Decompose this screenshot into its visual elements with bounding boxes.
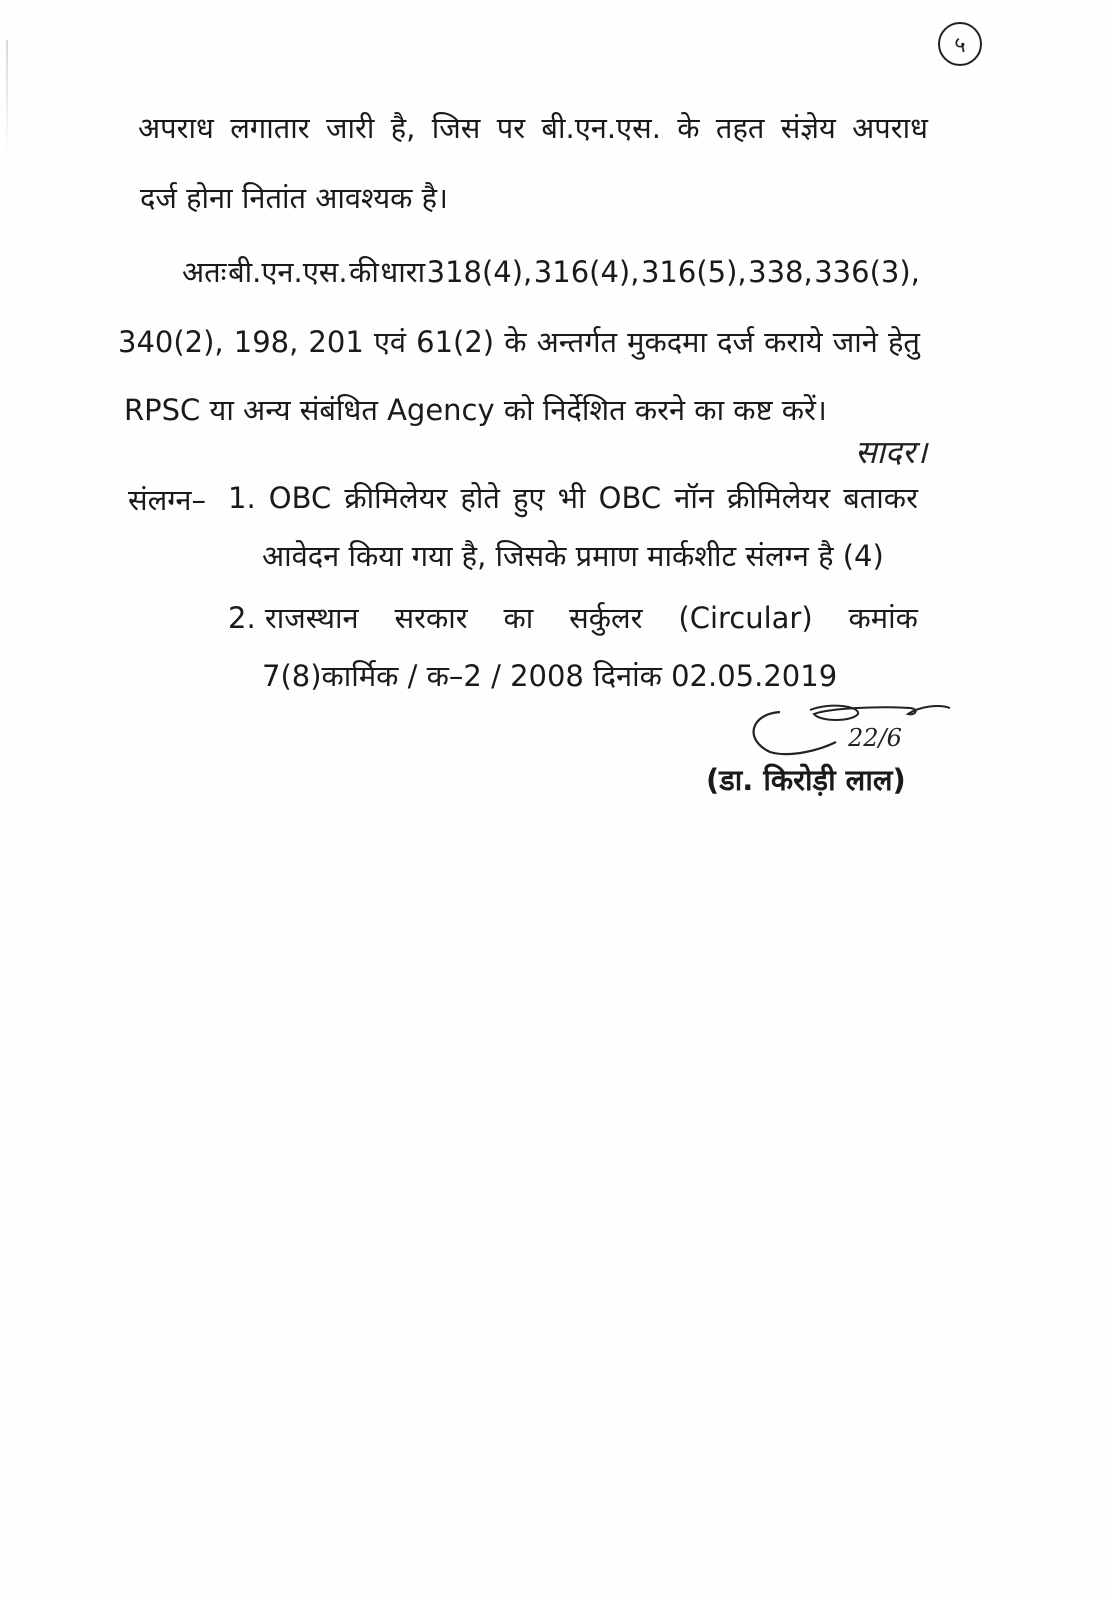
page-number-text: ५: [954, 33, 966, 58]
word: कराये: [764, 325, 823, 359]
word: हेतु: [887, 325, 920, 359]
word: 61(2): [416, 325, 495, 359]
word: (Circular): [678, 601, 813, 635]
paragraph2-line3: RPSC या अन्य संबंधित Agency को निर्देशित करने का कष्ट करें।: [124, 393, 827, 427]
word: है,: [390, 111, 416, 145]
word: के: [504, 325, 527, 359]
word: लगातार: [230, 111, 310, 145]
word: तहत: [715, 111, 765, 145]
paragraph1-line2: दर्ज होना नितांत आवश्यक है।: [140, 181, 449, 215]
word: हुए: [513, 481, 545, 515]
word: के: [677, 111, 700, 145]
word: की: [349, 255, 379, 289]
word: 316(5),: [640, 255, 747, 289]
word: अपराध: [852, 111, 928, 145]
word: 316(4),: [533, 255, 640, 289]
word: OBC: [268, 481, 332, 515]
word: 336(3),: [814, 255, 920, 289]
word: होते: [460, 481, 500, 515]
word: जारी: [325, 111, 375, 145]
closing-note-handwritten: सादर।: [855, 433, 928, 471]
attachment-item2-line1: [228, 598, 918, 638]
word: OBC: [598, 481, 662, 515]
paragraph1-line1: [138, 108, 928, 148]
attachment-item1-line2: आवेदन किया गया है, जिसके प्रमाण मार्कशीट संलग्न है (4): [262, 539, 884, 573]
word: संज्ञेय: [780, 111, 836, 145]
word: दर्ज: [717, 325, 755, 359]
word: जिस: [431, 111, 481, 145]
word: 318(4),: [426, 255, 533, 289]
paragraph2-line1: [182, 252, 920, 292]
signature-date-note: 22/6: [848, 724, 902, 752]
word: बी.एन.एस.: [541, 111, 661, 145]
word: अन्तर्गत: [536, 325, 618, 359]
word: सरकार: [394, 601, 468, 635]
word: क्रीमिलेयर: [727, 481, 831, 515]
word: कमांक: [848, 601, 918, 635]
word: 1.: [228, 481, 256, 515]
page-edge-shadow: [6, 40, 8, 160]
signatory-name: (डा. किरोड़ी लाल): [706, 763, 906, 797]
word: अतः: [182, 255, 227, 289]
word: जाने: [832, 325, 878, 359]
word: 198,: [233, 325, 299, 359]
attachment-item2-line2: 7(8)कार्मिक / क–2 / 2008 दिनांक 02.05.2019: [262, 659, 838, 693]
word: भी: [557, 481, 586, 515]
attachments-label: संलग्न–: [128, 483, 207, 517]
word: एवं: [373, 325, 407, 359]
word: नॉन: [674, 481, 714, 515]
word: 340(2),: [118, 325, 224, 359]
word: का: [503, 601, 534, 635]
word: 2. राजस्थान: [228, 601, 359, 635]
word: 338,: [748, 255, 813, 289]
word: बताकर: [843, 481, 918, 515]
word: अपराध: [138, 111, 214, 145]
paragraph2-line2: [118, 322, 920, 362]
word: मुकदमा: [627, 325, 708, 359]
word: 201: [308, 325, 364, 359]
word: धारा: [380, 255, 426, 289]
attachment-item1-line1: [228, 478, 918, 518]
word: क्रीमिलेयर: [344, 481, 448, 515]
word: सर्कुलर: [569, 601, 643, 635]
word: बी.एन.एस.: [228, 255, 348, 289]
page-number: [938, 22, 982, 66]
word: पर: [496, 111, 526, 145]
